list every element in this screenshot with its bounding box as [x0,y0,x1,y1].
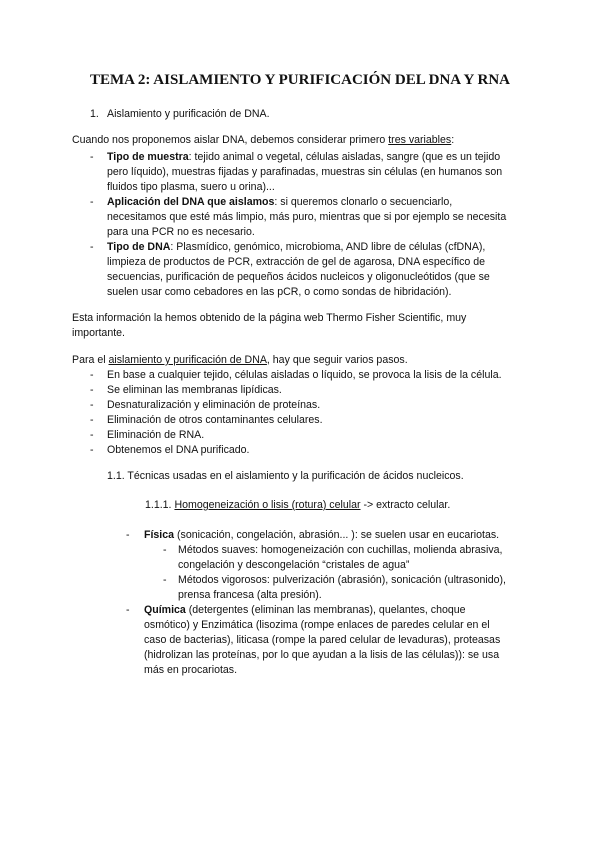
steps-intro-pre: Para el [72,354,109,366]
quimica-line: más en procariotas. [144,664,238,676]
method-line: Métodos suaves: homogeneización con cuchillas, molienda abrasiva, [178,544,503,556]
intro-paragraph [72,134,454,147]
section-number: 1. [90,108,99,120]
variable-line: fluidos tipo plasma, suero u orina)... [107,181,275,193]
bullet-dash: - [90,444,94,456]
bullet-dash: - [90,369,94,381]
variable-term: Tipo de DNA [107,241,171,253]
source-line: Esta información la hemos obtenido de la página web Thermo Fisher Scientific, muy [72,312,467,324]
bullet-dash: - [90,241,94,253]
variable-term: Tipo de muestra [107,151,189,163]
step-item: Obtenemos el DNA purificado. [107,444,250,456]
step-item: Se eliminan las membranas lipídicas. [107,384,282,396]
variable-text: : tejido animal o vegetal, células aisladas, sangre (que es un tejido [188,151,501,163]
bullet-dash: - [90,384,94,396]
variable-term: Aplicación del DNA que aislamos [107,196,275,208]
step-item: En base a cualquier tejido, células aisladas o líquido, se provoca la lisis de la célula. [107,369,502,381]
bullet-dash: - [163,544,167,556]
subsubsection-underlined: Homogeneización o lisis (rotura) celular [174,499,361,511]
variable-line: para una PCR no es necesario. [107,226,255,238]
bullet-dash: - [90,151,94,163]
variable-line: pero líquido), muestras fijadas y parafinadas, muestras sin células (en humanos son [107,166,503,178]
bullet-dash: - [90,399,94,411]
steps-intro [72,354,408,367]
page-title: TEMA 2: AISLAMIENTO Y PURIFICACIÓN DEL DNA Y RNA [89,72,511,88]
quimica-text: (detergentes (eliminan las membranas), quelantes, choque [185,604,466,616]
subsubsection-heading [145,499,450,512]
method-line: Métodos vigorosos: pulverización (abrasión), sonicación (ultrasonido), [178,574,506,586]
step-item: Desnaturalización y eliminación de proteínas. [107,399,321,411]
quimica-line: osmótico) y Enzimática (lisozima (rompe enlaces de paredes celular en el [144,619,490,631]
quimica-line: caso de bacterias), liticasa (rompe la pared celular de levaduras), proteasas [144,634,501,646]
bullet-dash: - [90,414,94,426]
bullet-dash: - [90,429,94,441]
step-item: Eliminación de otros contaminantes celulares. [107,414,323,426]
quimica-line [144,604,466,617]
quimica-term: Química [144,604,186,616]
variable-line: limpieza de productos de PCR, extracción de gel de agarosa, DNA específico de [107,256,486,268]
fisica-term: Física [144,529,175,541]
method-line: prensa francesa (alta presión). [178,589,322,601]
steps-intro-post: , hay que seguir varios pasos. [266,354,408,366]
intro-text: Cuando nos proponemos aislar DNA, debemos considerar primero [72,134,389,146]
variable-line: secuencias, purificación de pequeños ácidos nucleicos y oligonucleótidos (que se [107,271,490,283]
variable-line: necesitamos que esté más limpio, más puro, mientras que si por ejemplo se necesita [107,211,507,223]
variable-text: : si queremos clonarlo o secuenciarlo, [274,196,453,208]
variable-line [107,241,485,254]
variable-text: : Plasmídico, genómico, microbioma, AND libre de células (cfDNA), [170,241,486,253]
step-item: Eliminación de RNA. [107,429,205,441]
fisica-text: (sonicación, congelación, abrasión... ): se suelen usar en eucariotas. [174,529,500,541]
subsubsection-number: 1.1.1. [145,499,175,511]
quimica-line: (hidrolizan las proteínas, por lo que ayudan a la lisis de las células)): se usa [144,649,500,661]
subsection-heading: 1.1. Técnicas usadas en el aislamiento y la purificación de ácidos nucleicos. [107,470,464,482]
bullet-dash: - [126,604,130,616]
bullet-dash: - [126,529,130,541]
fisica-line [144,529,499,542]
bullet-dash: - [163,574,167,586]
section-heading: Aislamiento y purificación de DNA. [107,108,270,120]
bullet-dash: - [90,196,94,208]
method-line: congelación y descongelación “cristales de agua” [178,559,410,571]
source-line: importante. [72,327,125,339]
subsubsection-post: -> extracto celular. [360,499,451,511]
intro-end: : [451,134,455,146]
intro-underlined: tres variables [388,134,452,146]
variable-line [107,151,500,164]
steps-intro-underlined: aislamiento y purificación de DNA [108,354,267,366]
variable-line: suelen usar como cebadores en las pCR, o como sondas de hibridación). [107,286,452,298]
variable-line [107,196,452,209]
